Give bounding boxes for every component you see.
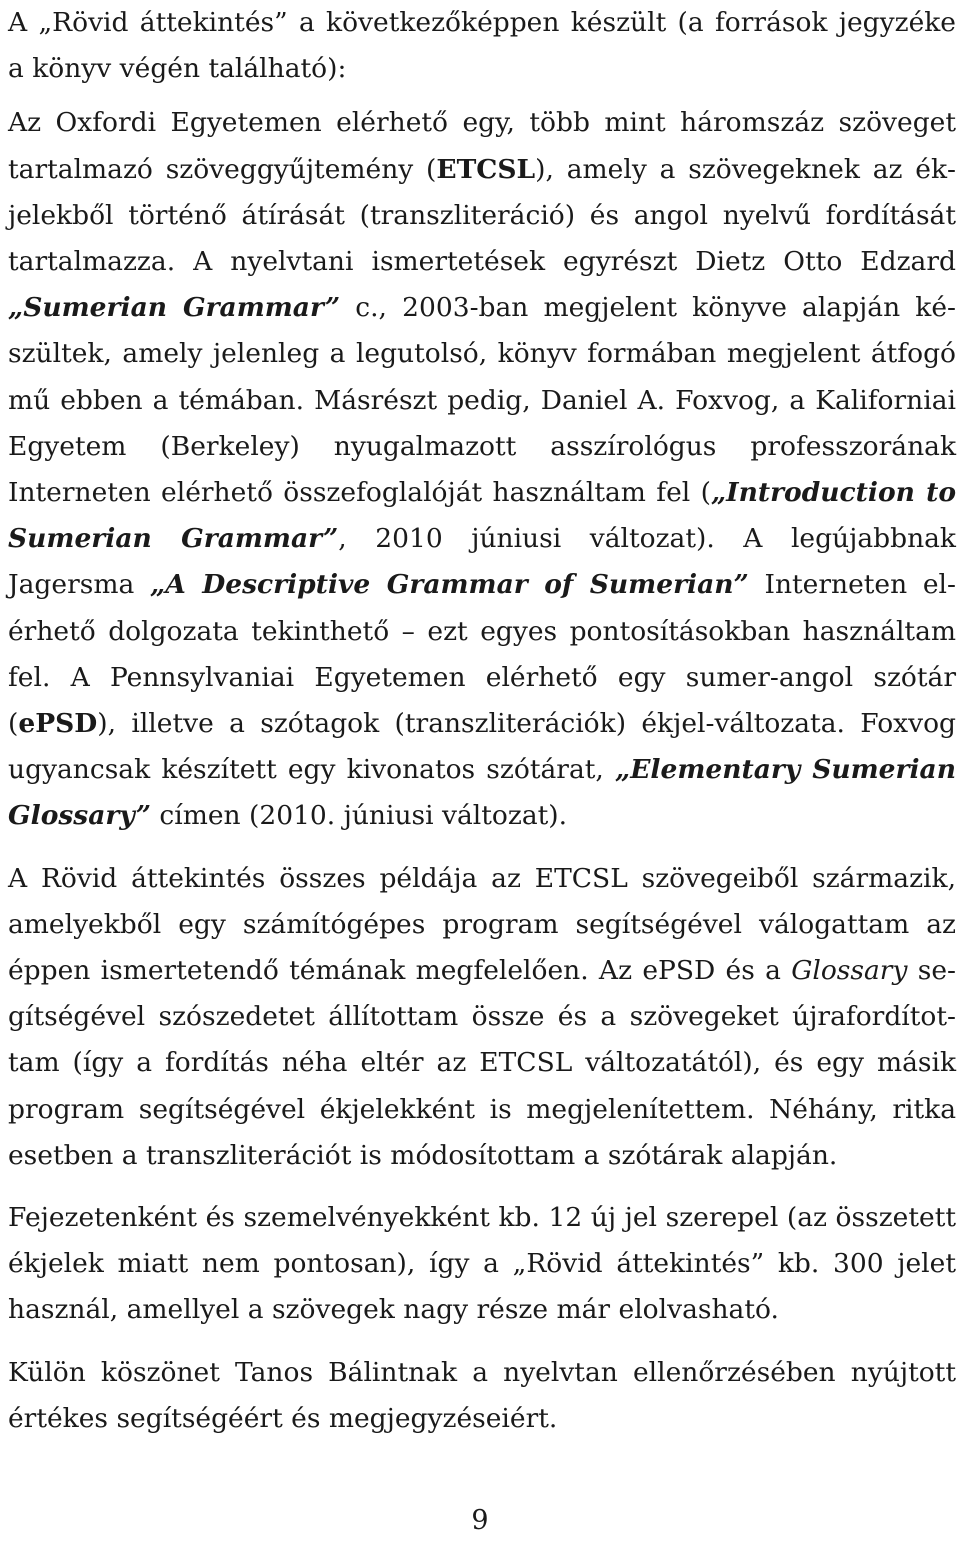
epsd-abbreviation: ePSD [18, 708, 98, 740]
paragraph-signs [8, 1195, 956, 1334]
signs-text: Fejezetenként és szemelvényekként kb. 12 új jel szerepel (az összetett ékjelek miatt nem pontosan), így a „Rövid áttekintés” kb. 300 jelet használ, amellyel a szövegek nagy része már elolvasható. [8, 1202, 956, 1326]
book-title-elementary-sumerian-glossary: „Elementary Sumerian Glossary” [8, 754, 956, 832]
sources-text-3: c., 2003-ban megjelent könyve alapján készültek, amely jelenleg a legutolsó, könyv formában megjelent átfogó mű ebben a témában. Másrészt pedig, Daniel A. Foxvog, a Kaliforniai Egyetem (Berkeley) nyugalmazott asszírológus professzorának Interneten elérhető összefoglalóját használtam fel ( [8, 292, 956, 509]
sources-text-2: ), amely a szövegeknek az ékjelekből történő átírását (transzliteráció) és angol nyelvű fordítását tartalmazza. A nyelvtani ismertetések egyrészt Dietz Otto Edzard [8, 153, 957, 278]
sources-text-7: címen (2010. júniusi változat). [150, 800, 568, 832]
examples-text-1: A Rövid áttekintés összes példája az ETCSL szövegeiből származik, amelyekből egy számítógépes program segítségével válogattam az éppen ismertetendő témának megfelelően. Az ePSD és a [8, 862, 956, 987]
book-title-descriptive-grammar: „A Descriptive Grammar of Sumerian” [149, 569, 749, 601]
examples-text-2: segítségével szószedetet állítottam össze és a szövegeket újrafordítottam (így a fordítás néha eltér az ETCSL változatától), és egy másik program segítségével ékjelekként is megjelenítettem. Néhány, ritka esetben a transzliterációt is módosítottam a szótárak alapján. [8, 955, 956, 1171]
acknowledgement-text: Külön köszönet Tanos Bálintnak a nyelvtan ellenőrzésében nyújtott értékes segítségéért és megjegyzéseiért. [8, 1356, 956, 1434]
paragraph-acknowledgement [8, 1350, 956, 1442]
paragraph-intro [8, 0, 956, 92]
sources-text-6: ), illetve a szótagok (transzliterációk) ékjel-változata. Foxvog ugyancsak készített egy kivonatos szótárat, [8, 708, 956, 786]
text-body [8, 0, 956, 1442]
etcsl-abbreviation: ETCSL [436, 153, 536, 185]
paragraph-intro-text: A „Rövid áttekintés” a következőképpen készült (a források jegyzéke a könyv végén található): [8, 7, 956, 85]
book-title-introduction-to-sumerian-grammar: „Introduction to Sumerian Grammar” [8, 477, 956, 555]
paragraph-examples [8, 856, 956, 1179]
paragraph-sources [8, 100, 956, 839]
sources-text-5: Interneten elérhető dolgozata tekinthető – ezt egyes pontosításokban használtam fel. A Pennsylvaniai Egyetemen elérhető egy sumer-angol szótár ( [8, 569, 956, 740]
page-number: 9 [471, 1505, 489, 1536]
book-title-sumerian-grammar: „Sumerian Grammar” [8, 292, 341, 324]
glossary-reference: Glossary [791, 955, 908, 987]
sources-text-4: , 2010 júniusi változat). A legújabbnak Jagersma [8, 523, 956, 601]
sources-text-1: Az Oxfordi Egyetemen elérhető egy, több mint háromszáz szöveget tartalmazó szöveggyűjtemény ( [8, 107, 956, 185]
